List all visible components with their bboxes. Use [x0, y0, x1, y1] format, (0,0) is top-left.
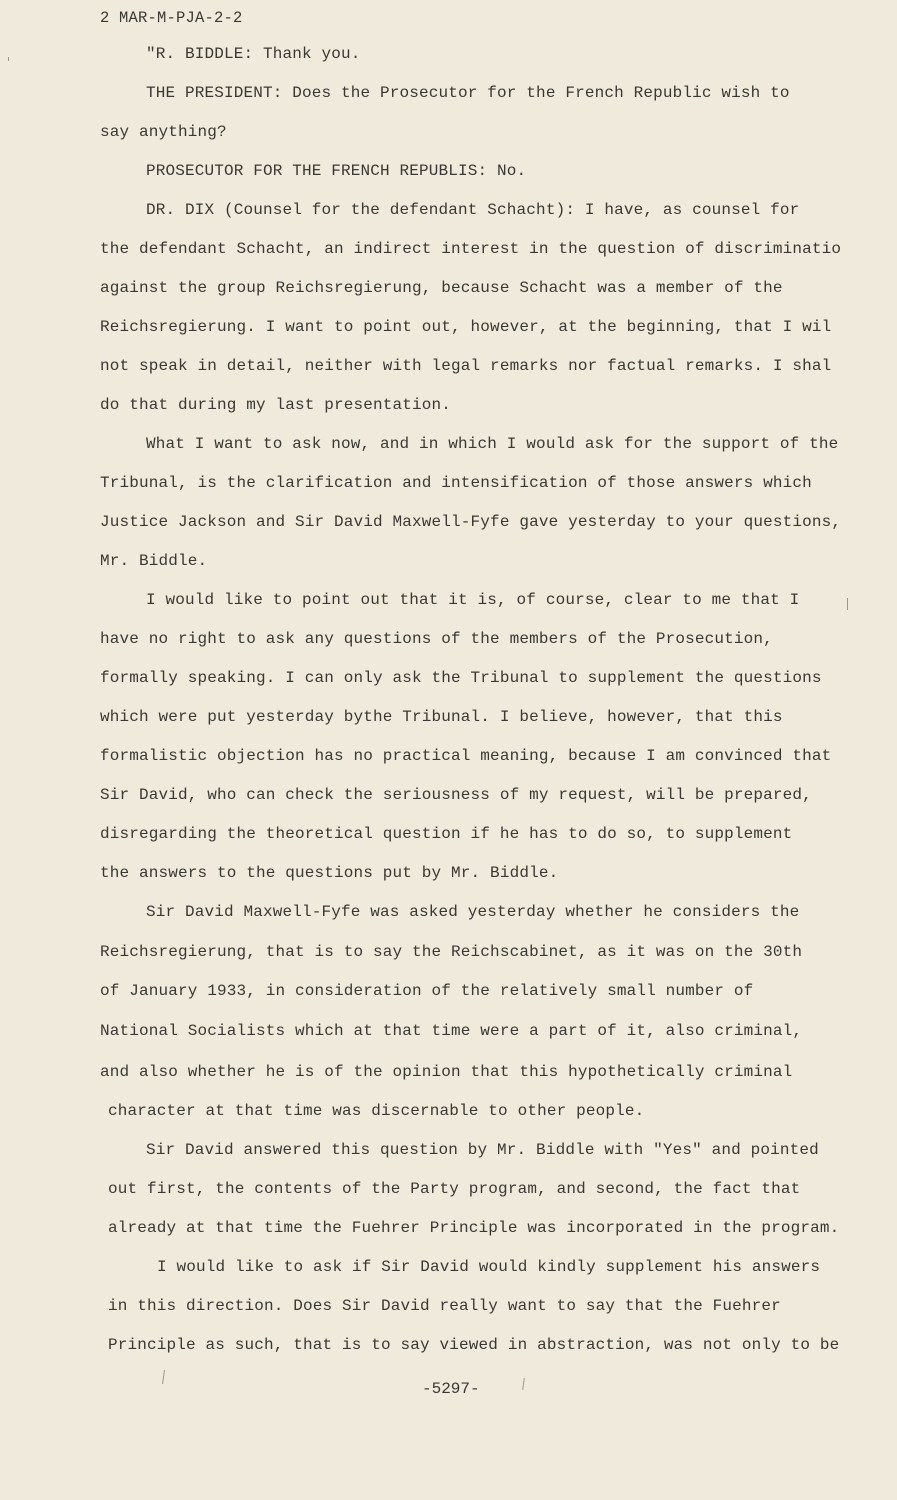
text-line: say anything?	[100, 123, 227, 141]
text-line: PROSECUTOR FOR THE FRENCH REPUBLIS: No.	[146, 162, 527, 180]
text-line: "R. BIDDLE: Thank you.	[146, 45, 361, 63]
text-line: National Socialists which at that time were a part of it, also criminal,	[100, 1022, 803, 1040]
text-line: and also whether he is of the opinion that this hypothetically criminal	[100, 1063, 793, 1081]
page-number: -5297-	[422, 1380, 480, 1398]
text-line: in this direction. Does Sir David really want to say that the Fuehrer	[108, 1297, 781, 1315]
text-line: THE PRESIDENT: Does the Prosecutor for the French Republic wish to	[146, 84, 790, 102]
text-line: have no right to ask any questions of the members of the Prosecution,	[100, 630, 773, 648]
text-line: the defendant Schacht, an indirect interest in the question of discriminatio	[100, 240, 842, 258]
margin-mark	[8, 57, 9, 61]
text-line: of January 1933, in consideration of the relatively small number of	[100, 982, 754, 1000]
margin-mark	[162, 1370, 165, 1384]
text-line: formalistic objection has no practical meaning, because I am convinced that	[100, 747, 832, 765]
text-line: Sir David, who can check the seriousness of my request, will be prepared,	[100, 786, 812, 804]
document-header: 2 MAR-M-PJA-2-2	[100, 9, 243, 27]
text-line: already at that time the Fuehrer Principle was incorporated in the program.	[108, 1219, 840, 1237]
text-line: the answers to the questions put by Mr. Biddle.	[100, 864, 559, 882]
text-line: Justice Jackson and Sir David Maxwell-Fyfe gave yesterday to your questions,	[100, 513, 842, 531]
text-line: out first, the contents of the Party program, and second, the fact that	[108, 1180, 801, 1198]
text-line: Reichsregierung. I want to point out, however, at the beginning, that I wil	[100, 318, 832, 336]
text-line: Principle as such, that is to say viewed in abstraction, was not only to be	[108, 1336, 840, 1354]
text-line: Tribunal, is the clarification and intensification of those answers which	[100, 474, 812, 492]
text-line: Sir David answered this question by Mr. Biddle with "Yes" and pointed	[146, 1141, 819, 1159]
text-line: Mr. Biddle.	[100, 552, 208, 570]
margin-mark	[847, 598, 848, 610]
text-line: Reichsregierung, that is to say the Reichscabinet, as it was on the 30th	[100, 943, 803, 961]
text-line: not speak in detail, neither with legal remarks nor factual remarks. I shal	[100, 357, 832, 375]
text-line: do that during my last presentation.	[100, 396, 452, 414]
text-line: I would like to point out that it is, of course, clear to me that I	[146, 591, 800, 609]
text-line: What I want to ask now, and in which I would ask for the support of the	[146, 435, 839, 453]
text-line: against the group Reichsregierung, because Schacht was a member of the	[100, 279, 783, 297]
text-line: character at that time was discernable to other people.	[108, 1102, 645, 1120]
text-line: disregarding the theoretical question if he has to do so, to supplement	[100, 825, 793, 843]
text-line: formally speaking. I can only ask the Tribunal to supplement the questions	[100, 669, 822, 687]
text-line: DR. DIX (Counsel for the defendant Schacht): I have, as counsel for	[146, 201, 800, 219]
text-line: I would like to ask if Sir David would kindly supplement his answers	[157, 1258, 821, 1276]
text-line: which were put yesterday bythe Tribunal. I believe, however, that this	[100, 708, 783, 726]
margin-mark	[522, 1378, 525, 1390]
text-line: Sir David Maxwell-Fyfe was asked yesterday whether he considers the	[146, 903, 800, 921]
